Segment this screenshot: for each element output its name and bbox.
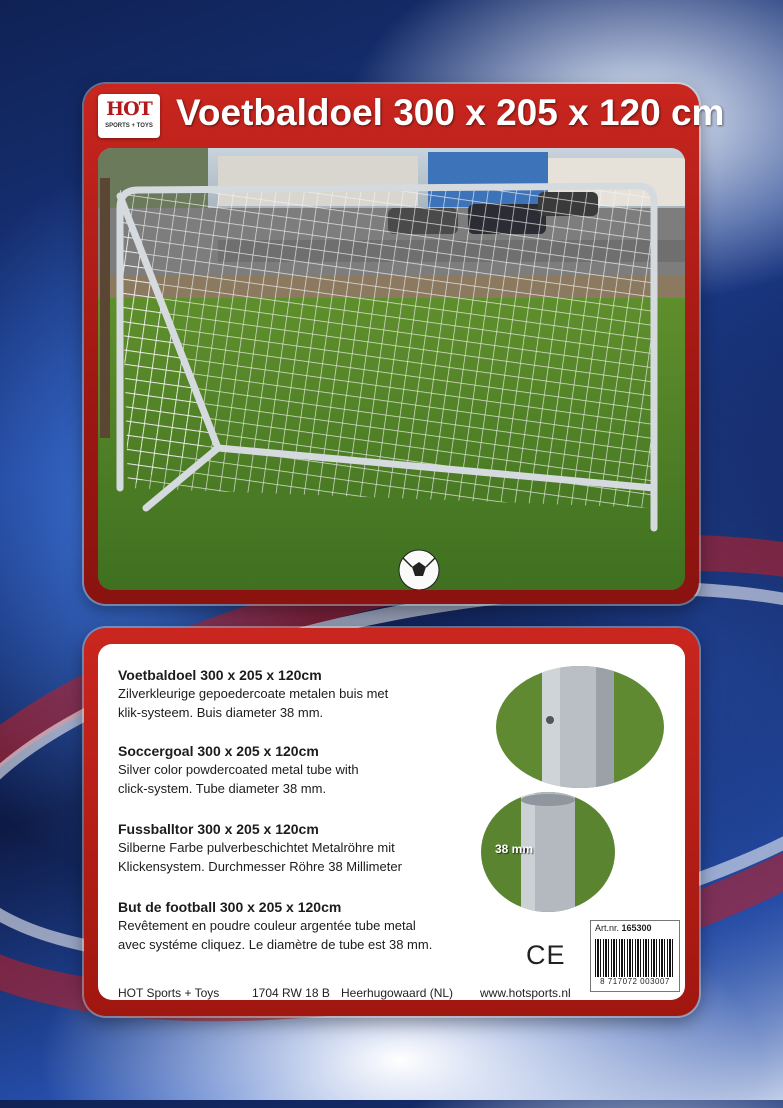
description-text-line: Revêtement en poudre couleur argentée tube metal: [118, 918, 416, 933]
description-heading: Soccergoal 300 x 205 x 120cm: [118, 743, 319, 759]
brand-logo-main: HOT: [106, 98, 152, 120]
description-text-line: Silver color powdercoated metal tube with: [118, 762, 359, 777]
footer-website: www.hotsports.nl: [480, 986, 571, 1000]
product-info-panel: [84, 628, 699, 1016]
description-text-line: avec systéme cliquez. Le diamètre de tube est 38 mm.: [118, 937, 433, 952]
article-number-label: Art.nr.: [595, 923, 620, 933]
article-label-box: [590, 920, 680, 992]
tube-closeup-photo-top: [496, 666, 664, 788]
barcode-icon: [595, 939, 675, 977]
product-header-panel: [84, 84, 725, 604]
description-heading: But de football 300 x 205 x 120cm: [118, 899, 342, 915]
description-english: [118, 742, 498, 798]
brand-logo: [98, 94, 160, 138]
tube-closeup-photo-bottom: [481, 792, 615, 912]
description-heading: Fussballtor 300 x 205 x 120cm: [118, 821, 319, 837]
description-text-line: Zilverkleurige gepoedercoate metalen buis met: [118, 686, 389, 701]
product-photo: [98, 148, 685, 590]
description-text-line: klik-systeem. Buis diameter 38 mm.: [118, 705, 324, 720]
page-title: Voetbaldoel 300 x 205 x 120 cm: [176, 92, 725, 133]
tube-closeup-illustration: [496, 666, 664, 788]
description-french: [118, 898, 498, 954]
footer-postcode: 1704 RW 18 B: [252, 986, 330, 1000]
barcode-number: 8 717072 003007: [600, 977, 670, 986]
description-text-line: Klickensystem. Durchmesser Röhre 38 Millimeter: [118, 859, 402, 874]
description-text-line: Silberne Farbe pulverbeschichtet Metalröhre mit: [118, 840, 395, 855]
brand-logo-sub: SPORTS + TOYS: [105, 123, 153, 129]
description-german: [118, 820, 498, 876]
soccer-goal-photo-illustration: [98, 148, 685, 590]
description-text-line: click-system. Tube diameter 38 mm.: [118, 781, 327, 796]
footer-city: Heerhugowaard (NL): [341, 986, 454, 1000]
tube-diameter-label: 38 mm: [495, 842, 534, 856]
ce-mark: CE: [526, 940, 566, 970]
description-dutch: [118, 666, 498, 722]
description-heading: Voetbaldoel 300 x 205 x 120cm: [118, 667, 322, 683]
article-number-line: [595, 923, 652, 933]
footer-company: HOT Sports + Toys: [118, 986, 220, 1000]
article-number-value: 165300: [621, 923, 652, 933]
product-info-card: [98, 644, 685, 1000]
